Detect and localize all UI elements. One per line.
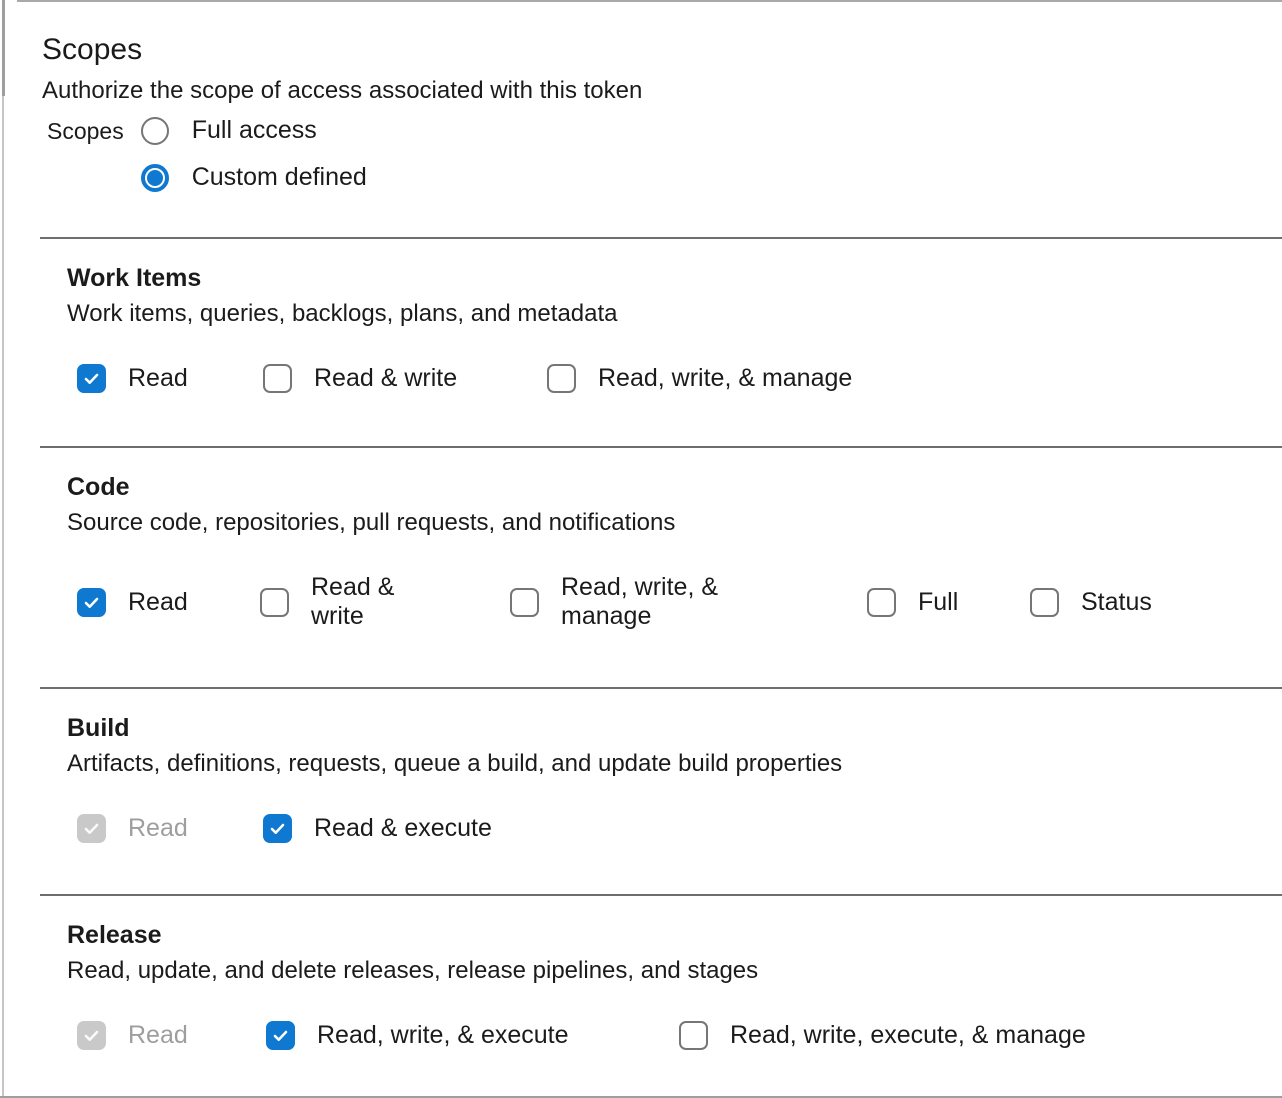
section-title: Code: [67, 473, 130, 501]
checkmark-icon: [82, 1026, 101, 1045]
checkbox-label: Read: [128, 1021, 188, 1049]
checkmark-icon: [82, 819, 101, 838]
checkbox-option-read: [77, 814, 263, 843]
left-panel-border: [2, 0, 4, 1098]
checkbox[interactable]: [77, 364, 106, 393]
checkbox[interactable]: [263, 364, 292, 393]
code-options-row: [67, 573, 1282, 631]
page-title: Scopes: [42, 33, 143, 66]
checkbox-label: Read, write, & manage: [561, 573, 719, 630]
radio-label: Custom defined: [191, 163, 367, 191]
page-top-divider: [17, 0, 1282, 2]
checkbox-option-read-write-execute[interactable]: [266, 1021, 679, 1050]
checkbox-option-status[interactable]: [1030, 588, 1152, 617]
work-items-options-row: [67, 364, 1282, 393]
section-title: Work Items: [67, 264, 202, 292]
radio-option-custom-defined[interactable]: [141, 163, 367, 192]
section-build: [40, 687, 1282, 894]
checkbox-option-read-write-manage[interactable]: [547, 364, 852, 393]
radio-label: Full access: [191, 116, 317, 144]
scopes-header: [0, 0, 1282, 237]
checkbox[interactable]: [260, 588, 289, 617]
checkbox-option-read-execute[interactable]: [263, 814, 492, 843]
section-release: [40, 894, 1282, 1098]
checkbox-option-read-write[interactable]: [260, 573, 510, 631]
section-title: Build: [67, 714, 130, 742]
checkbox-option-read-write-execute-manage[interactable]: [679, 1021, 1086, 1050]
checkbox-label: Read, write, & manage: [598, 364, 853, 392]
section-title: Release: [67, 921, 162, 949]
scopes-radio-group: [47, 116, 1282, 192]
checkbox-option-full[interactable]: [867, 588, 1030, 617]
checkbox[interactable]: [77, 588, 106, 617]
checkbox[interactable]: [263, 814, 292, 843]
checkbox-label: Full: [918, 587, 959, 616]
page-subtitle: Authorize the scope of access associated with this token: [42, 77, 643, 104]
checkmark-icon: [82, 369, 101, 388]
section-description: Source code, repositories, pull requests, and notifications: [67, 509, 676, 536]
section-description: Artifacts, definitions, requests, queue a build, and update build properties: [67, 750, 843, 777]
checkbox-label: Read: [128, 364, 188, 392]
section-code: [40, 446, 1282, 687]
checkbox-option-read: [77, 1021, 266, 1050]
checkbox[interactable]: [1030, 588, 1059, 617]
checkbox[interactable]: [679, 1021, 708, 1050]
scopes-field-label: Scopes: [47, 118, 124, 144]
checkbox-label: Read, write, & execute: [317, 1021, 569, 1049]
checkbox[interactable]: [510, 588, 539, 617]
checkbox-option-read-write-manage[interactable]: [510, 573, 867, 631]
radio-option-full-access[interactable]: [141, 116, 367, 145]
release-options-row: [67, 1021, 1282, 1050]
checkbox[interactable]: [266, 1021, 295, 1050]
checkbox-option-read[interactable]: [77, 588, 260, 617]
checkbox: [77, 1021, 106, 1050]
section-description: Read, update, and delete releases, release pipelines, and stages: [67, 957, 759, 984]
checkbox[interactable]: [867, 588, 896, 617]
checkbox-label: Read: [128, 587, 188, 616]
checkbox: [77, 814, 106, 843]
checkbox-label: Read & write: [311, 573, 395, 630]
checkbox-label: Status: [1081, 587, 1152, 616]
section-description: Work items, queries, backlogs, plans, and metadata: [67, 300, 618, 327]
checkbox-label: Read: [128, 814, 188, 842]
section-work-items: [40, 237, 1282, 446]
radio-button[interactable]: [141, 164, 169, 192]
checkbox-option-read-write[interactable]: [263, 364, 547, 393]
left-scrollbar-thumb[interactable]: [2, 0, 5, 96]
checkmark-icon: [82, 593, 101, 612]
checkbox-label: Read, write, execute, & manage: [730, 1021, 1086, 1049]
checkbox-label: Read & write: [314, 364, 458, 392]
checkbox[interactable]: [547, 364, 576, 393]
build-options-row: [67, 814, 1282, 843]
checkbox-option-read[interactable]: [77, 364, 263, 393]
checkmark-icon: [271, 1026, 290, 1045]
scopes-radio-options: [141, 116, 367, 192]
radio-button[interactable]: [141, 117, 169, 145]
checkmark-icon: [268, 819, 287, 838]
checkbox-label: Read & execute: [314, 814, 492, 842]
